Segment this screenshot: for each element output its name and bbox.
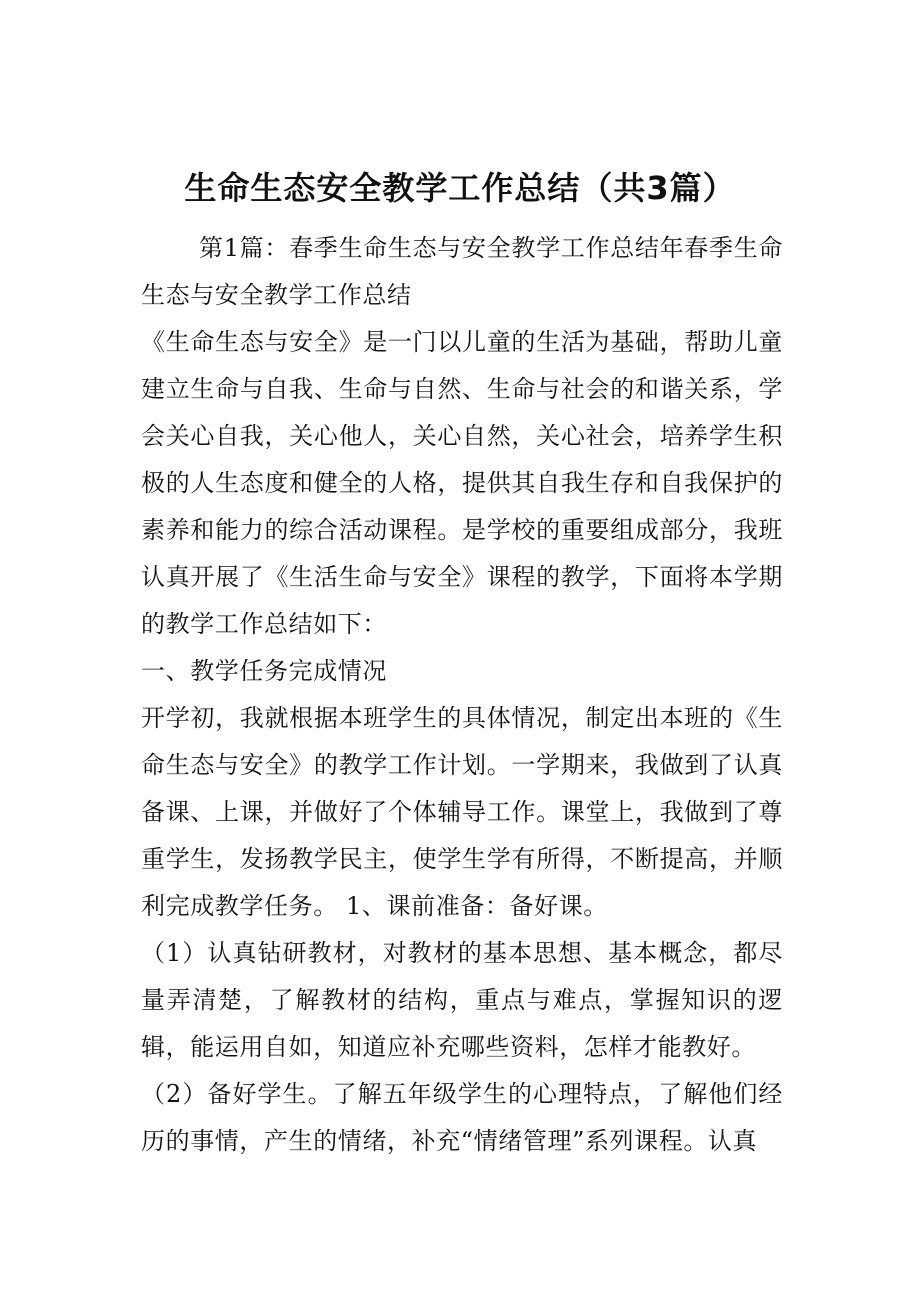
paragraph-intro: 《生命生态与安全》是一门以儿童的生活为基础，帮助儿童建立生命与自我、生命与自然、生命与社会的和谐关系，学会关心自我，关心他人，关心自然，关心社会，培养学生积极的人生态度和健全的人格，提供其自我生存和自我保护的素养和能力的综合活动课程。是学校的重要组成部分，我班认真开展了《生活生命与安全》课程的教学，下面将本学期的教学工作总结如下： [141,328,783,638]
document-title: 生命生态安全教学工作总结（共3篇） [184,169,736,208]
paragraph-item-1: （1）认真钻研教材，对教材的基本思想、基本概念，都尽量弄清楚，了解教材的结构，重点与难点，掌握知识的逻辑，能运用自如，知道应补充哪些资料，怎样才能教好。 [141,939,783,1061]
paragraph-heading-part-1: 第1篇：春季生命生态与安全教学工作总结年春季生命生态与安全教学工作总结 [141,234,783,309]
paragraph-section-1: 开学初，我就根据本班学生的具体情况，制定出本班的《生命生态与安全》的教学工作计划。一学期来，我做到了认真备课、上课，并做好了个体辅导工作。课堂上，我做到了尊重学生，发扬教学民主，使学生学有所得，不断提高，并顺利完成教学任务。 1、课前准备：备好课。 [141,704,783,920]
document-body [141,225,783,1165]
paragraph-item-2: （2）备好学生。了解五年级学生的心理特点，了解他们经历的事情，产生的情绪，补充“情绪管理”系列课程。认真 [141,1080,783,1155]
section-heading-1: 一、教学任务完成情况 [141,657,387,685]
